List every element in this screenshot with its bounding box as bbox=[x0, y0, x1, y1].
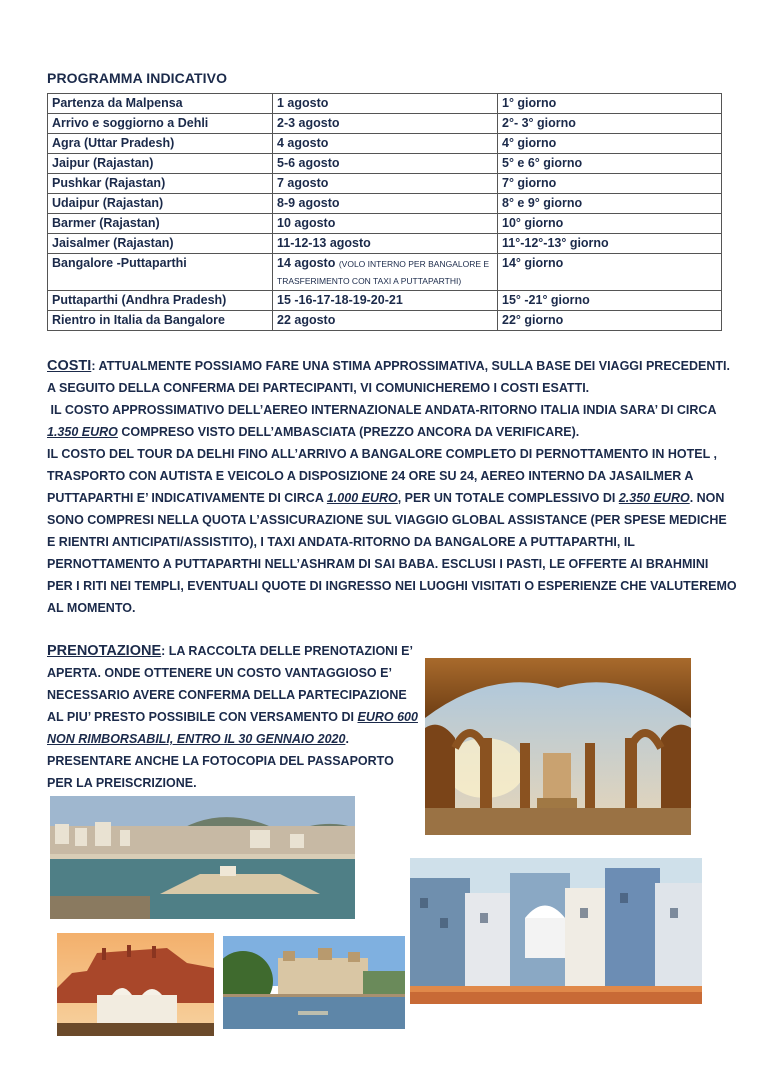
itinerary-row bbox=[48, 94, 722, 114]
itinerary-dates-value: 2-3 agosto bbox=[277, 116, 340, 130]
itinerary-dates-value: 4 agosto bbox=[277, 136, 329, 150]
itinerary-dates-value: 5-6 agosto bbox=[277, 156, 340, 170]
prenotazione-text: : LA RACCOLTA DELLE PRENOTAZIONI E’ APERTA. ONDE OTTENERE UN COSTO VANTAGGIOSO E’ NECESSARIO AVERE CONFERMA DELLA PARTECIPAZIONE AL PIU’ PRESTO POSSIBILE CON VERSAMENTO DI bbox=[47, 644, 413, 724]
prenotazione-section bbox=[47, 640, 422, 794]
itinerary-place: Partenza da Malpensa bbox=[48, 94, 273, 114]
itinerary-dates bbox=[273, 234, 498, 254]
itinerary-dates-value: 15 -16-17-18-19-20-21 bbox=[277, 293, 403, 307]
itinerary-day: 4° giorno bbox=[498, 134, 722, 154]
itinerary-dates bbox=[273, 311, 498, 331]
itinerary-row bbox=[48, 291, 722, 311]
itinerary-place: Arrivo e soggiorno a Dehli bbox=[48, 114, 273, 134]
itinerary-row bbox=[48, 234, 722, 254]
prenotazione-title: PRENOTAZIONE bbox=[47, 643, 162, 659]
prenotazione-deposit: EURO 600 NON RIMBORSABILI, ENTRO IL 30 GENNAIO 2020 bbox=[47, 710, 418, 746]
itinerary-dates-value: 8-9 agosto bbox=[277, 196, 340, 210]
itinerary-place: Barmer (Rajastan) bbox=[48, 214, 273, 234]
page-heading: PROGRAMMA INDICATIVO bbox=[47, 70, 228, 86]
itinerary-day: 1° giorno bbox=[498, 94, 722, 114]
itinerary-dates-value: 11-12-13 agosto bbox=[277, 236, 371, 250]
itinerary-day: 14° giorno bbox=[498, 254, 722, 291]
itinerary-row bbox=[48, 254, 722, 291]
costi-intro: : ATTUALMENTE POSSIAMO FARE UNA STIMA APPROSSIMATIVA, SULLA BASE DEI VIAGGI PRECEDENTI. A SEGUITO DELLA CONFERMA DEI PARTECIPANTI, VI COMUNICHEREMO I COSTI ESATTI. bbox=[47, 359, 730, 395]
itinerary-place: Puttaparthi (Andhra Pradesh) bbox=[48, 291, 273, 311]
itinerary-dates bbox=[273, 214, 498, 234]
photo-blue-city bbox=[410, 858, 702, 1004]
itinerary-dates-value: 22 agosto bbox=[277, 313, 336, 327]
itinerary-dates bbox=[273, 94, 498, 114]
costi-total-price: 2.350 EURO bbox=[618, 491, 690, 505]
itinerary-day: 8° e 9° giorno bbox=[498, 194, 722, 214]
itinerary-dates bbox=[273, 291, 498, 311]
costi-tour-text: IL COSTO DEL TOUR DA DELHI FINO ALL’ARRIVO A BANGALORE COMPLETO DI PERNOTTAMENTO IN HOTEL , TRASPORTO CON AUTISTA E VEICOLO A DISPOSIZIONE 24 ORE SU 24, AEREO INTERNO DA JASAILMER A PUTTAPARTHI E’ INDICATIVAMENTE DI CIRCA bbox=[47, 447, 717, 505]
itinerary-dates-value: 7 agosto bbox=[277, 176, 329, 190]
itinerary-dates-value: 1 agosto bbox=[277, 96, 329, 110]
itinerary-place: Jaipur (Rajastan) bbox=[48, 154, 273, 174]
costi-exclusions: . NON SONO COMPRESI NELLA QUOTA L’ASSICURAZIONE SUL VIAGGIO GLOBAL ASSISTANCE (PER SPESE MEDICHE E RIENTRI ANTICIPATI/ASSISTITO), I TAXI ANDATA-RITORNO DA BANGALORE A PUTTAPARTHI, IL PERNOTTAMENTO A PUTTAPARTHI NELL’ASHRAM DI SAI BABA. ESCLUSI I PASTI, LE OFFERTE AI BRAHMINI PER I RITI NEI TEMPLI, EVENTUALI QUOTE DI INGRESSO NEI LUOGHI VISITATI O ESPERIENZE CHE VALUTEREMO AL MOMENTO. bbox=[47, 491, 737, 615]
itinerary-row bbox=[48, 194, 722, 214]
itinerary-dates bbox=[273, 194, 498, 214]
itinerary-row bbox=[48, 214, 722, 234]
costi-flight-price: 1.350 EURO bbox=[47, 425, 118, 439]
itinerary-row bbox=[48, 114, 722, 134]
photo-jaisalmer-pavilion bbox=[425, 658, 691, 835]
costi-section bbox=[47, 355, 737, 619]
itinerary-dates-value: 10 agosto bbox=[277, 216, 336, 230]
itinerary-dates bbox=[273, 254, 498, 291]
costi-tour-price: 1.000 EURO bbox=[326, 491, 398, 505]
photo-lake-palace bbox=[223, 936, 405, 1029]
itinerary-day: 10° giorno bbox=[498, 214, 722, 234]
itinerary-row bbox=[48, 134, 722, 154]
costi-flight-text: IL COSTO APPROSSIMATIVO DELL’AEREO INTERNAZIONALE ANDATA-RITORNO ITALIA INDIA SARA’ DI CIRCA bbox=[50, 403, 717, 417]
itinerary-day: 5° e 6° giorno bbox=[498, 154, 722, 174]
photo-fort bbox=[57, 933, 214, 1036]
itinerary-dates bbox=[273, 114, 498, 134]
itinerary-place: Udaipur (Rajastan) bbox=[48, 194, 273, 214]
costi-title: COSTI bbox=[47, 358, 92, 374]
itinerary-day: 11°-12°-13° giorno bbox=[498, 234, 722, 254]
itinerary-place: Pushkar (Rajastan) bbox=[48, 174, 273, 194]
itinerary-day: 2°- 3° giorno bbox=[498, 114, 722, 134]
photo-pushkar-lake bbox=[50, 796, 355, 919]
itinerary-day: 15° -21° giorno bbox=[498, 291, 722, 311]
itinerary-dates-note: (VOLO INTERNO PER BANGALORE E TRASFERIMENTO CON TAXI A PUTTAPARTHI) bbox=[277, 259, 490, 286]
itinerary-place: Rientro in Italia da Bangalore bbox=[48, 311, 273, 331]
itinerary-day: 7° giorno bbox=[498, 174, 722, 194]
itinerary-day: 22° giorno bbox=[498, 311, 722, 331]
itinerary-place: Jaisalmer (Rajastan) bbox=[48, 234, 273, 254]
itinerary-place: Bangalore -Puttaparthi bbox=[48, 254, 273, 291]
costi-flight-text-end: COMPRESO VISTO DELL’AMBASCIATA (PREZZO ANCORA DA VERIFICARE). bbox=[117, 425, 580, 439]
prenotazione-text-end: . PRESENTARE ANCHE LA FOTOCOPIA DEL PASSAPORTO PER LA PREISCRIZIONE. bbox=[47, 732, 394, 790]
costi-total-text: , PER UN TOTALE COMPLESSIVO DI bbox=[397, 491, 619, 505]
itinerary-table bbox=[47, 93, 722, 331]
itinerary-dates-value: 14 agosto bbox=[277, 256, 336, 270]
itinerary-row bbox=[48, 174, 722, 194]
itinerary-row bbox=[48, 311, 722, 331]
itinerary-dates bbox=[273, 174, 498, 194]
itinerary-dates bbox=[273, 134, 498, 154]
itinerary-row bbox=[48, 154, 722, 174]
itinerary-place: Agra (Uttar Pradesh) bbox=[48, 134, 273, 154]
itinerary-dates bbox=[273, 154, 498, 174]
